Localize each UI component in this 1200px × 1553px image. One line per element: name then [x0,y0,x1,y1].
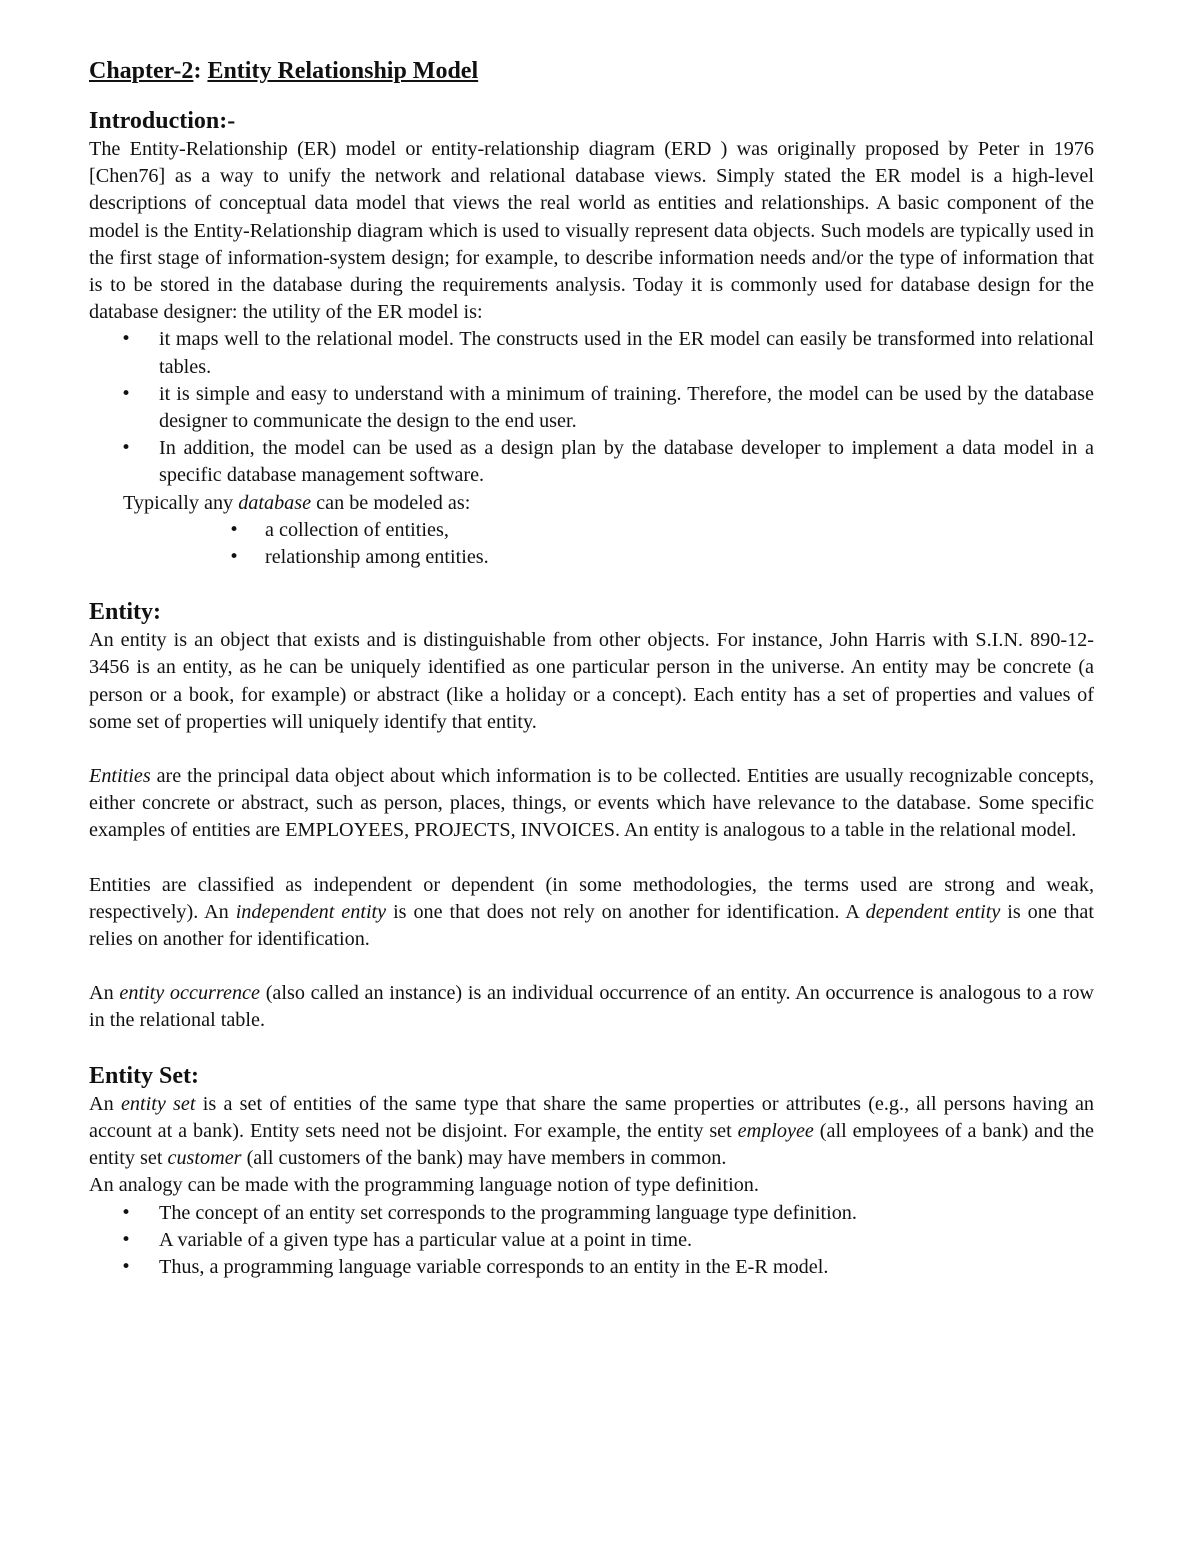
list-item: • A variable of a given type has a particular value at a point in time. [89,1227,1094,1254]
es-d: (all customers of the bank) may have members in common. [241,1147,727,1170]
independent-entity-em: independent entity [235,900,387,923]
p3-c: is one that relies on another for identification. [89,900,1094,951]
p3-a: Entities are classified as independent or dependent (in some methodologies, the terms used are strong and weak, respectively). An [89,873,1094,923]
list-item: • relationship among entities. [89,544,1094,571]
es-a: An [89,1092,121,1115]
dependent-entity-em: dependent entity [865,900,1001,923]
list-item: • In addition, the model can be used as a design plan by the database developer to implement a data model in a specific database management software. [89,435,1094,489]
entity-paragraph-4 [89,980,1094,1034]
typically-line [89,490,1094,517]
list-item: • it maps well to the relational model. The constructs used in the ER model can easily be transformed into relational tables. [89,326,1094,380]
p3-b: is one that does not rely on another for identification. A [386,900,866,923]
entity-set-em: entity set [120,1092,196,1115]
customer-em: customer [167,1147,242,1170]
entity-set-bullet-list [89,1200,1094,1282]
es-b: is a set of entities of the same type that share the same properties or attributes (e.g., all persons having an account at a bank). Entity sets need not be disjoint. For example, the entity set [89,1092,1094,1142]
list-item: • it is simple and easy to understand with a minimum of training. Therefore, the model can be used by the database designer to communicate the design to the end user. [89,381,1094,435]
entity-set-paragraph-2: An analogy can be made with the programming language notion of type definition. [89,1174,759,1197]
entity-heading: Entity: [89,599,161,626]
page-title [89,56,1094,86]
entity-occurrence-em: entity occurrence [119,982,260,1005]
intro-bullet-list [89,326,1094,489]
chapter-name: Entity Relationship Model [207,58,479,84]
model-sub-list [89,517,1094,571]
entities-em: Entities [89,765,151,788]
entity-paragraph-2 [89,763,1094,845]
typically-pre: Typically any [123,491,239,514]
intro-paragraph: The Entity-Relationship (ER) model or entity-relationship diagram (ERD ) was originally proposed by Peter in 1976 [Chen76] as a way to unify the network and relational database views. Simply stated the ER model is a high-level descriptions of conceptual data model that views the real world as entities and relationships. A basic component of the model is the Entity-Relationship diagram which is used to visually represent data objects. Such models are typically used in the first stage of information-system design; for example, to describe information needs and/or the type of information that is to be stored in the database during the requirements analysis. Today it is commonly used for database design for the database designer: the utility of the ER model is: [89,138,1094,324]
intro-heading: Introduction:- [89,108,236,134]
p4-a: An [89,982,120,1005]
chapter-label: Chapter-2 [89,58,194,84]
entity-set-paragraph-1 [89,1091,1094,1173]
entity-set-heading: Entity Set: [89,1062,199,1089]
es-c: (all employees of a bank) and the entity set [89,1119,1095,1170]
typically-post: can be modeled as: [311,491,471,514]
list-item: • The concept of an entity set corresponds to the programming language type definition. [89,1200,1094,1227]
entity-paragraph-3 [89,872,1094,954]
typically-em: database [238,491,312,514]
list-item: • Thus, a programming language variable corresponds to an entity in the E-R model. [89,1254,1094,1281]
list-item: • a collection of entities, [89,517,1094,544]
title-separator: : [193,58,208,84]
entities-rest: are the principal data object about which information is to be collected. Entities are usually recognizable concepts, either concrete or abstract, such as person, places, things, or events which have relevance to the database. Some specific examples of entities are EMPLOYEES, PROJECTS, INVOICES. An entity is analogous to a table in the relational model. [89,765,1094,842]
employee-em: employee [737,1119,814,1142]
p4-b: (also called an instance) is an individual occurrence of an entity. An occurrence is analogous to a row in the relational table. [89,982,1094,1032]
entity-paragraph-1: An entity is an object that exists and is distinguishable from other objects. For instance, John Harris with S.I.N. 890-12-3456 is an entity, as he can be uniquely identified as one particular person in the universe. An entity may be concrete (a person or a book, for example) or abstract (like a holiday or a concept). Each entity has a set of properties and values of some set of properties will uniquely identify that entity. [89,629,1094,733]
